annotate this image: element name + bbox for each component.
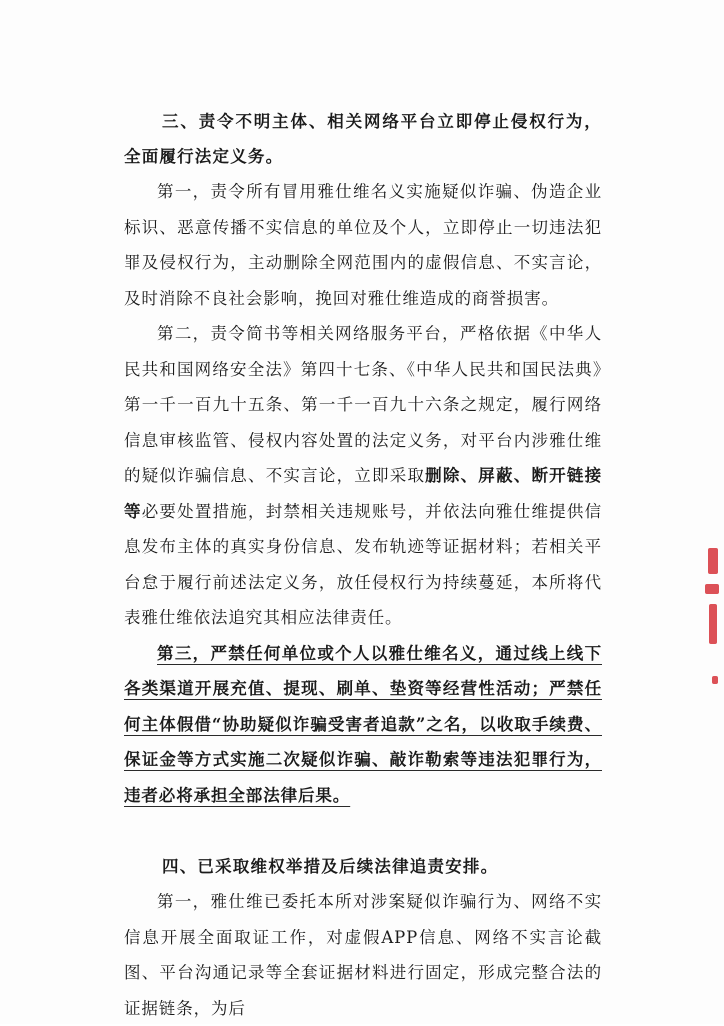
section-3-paragraph-3: 第三，严禁任何单位或个人以雅仕维名义，通过线上线下各类渠道开展充值、提现、刷单、垫资等经营性活动；严禁任何主体假借“协助疑似诈骗受害者追款”之名，以收取手续费、保证金等方式实施二次疑似诈骗、敲诈勒索等违法犯罪行为，违者必将承担全部法律后果。 bbox=[124, 643, 602, 805]
section-3-heading: 三、责令不明主体、相关网络平台立即停止侵权行为，全面履行法定义务。 bbox=[124, 112, 602, 166]
section-3-paragraph-2-start: 第二，责令简书等相关网络服务平台，严格依据《中华人民共和国网络安全法》第四十七条、《中华人民共和国民法典》第一千一百九十五条、第一千一百九十六条之规定，履行网络信息审核监管、侵权内容处置的法定义务，对平台内涉雅仕维的疑似诈骗信息、不实言论，立即采取 bbox=[124, 324, 602, 485]
section-4-heading: 四、已采取维权举措及后续法律追责安排。 bbox=[162, 857, 499, 876]
section-3-paragraph-1: 第一，责令所有冒用雅仕维名义实施疑似诈骗、伪造企业标识、恶意传播不实信息的单位及个人，立即停止一切违法犯罪及侵权行为，主动删除全网范围内的虚假信息、不实言论，及时消除不良社会影响，挽回对雅仕维造成的商誉损害。 bbox=[124, 182, 602, 308]
section-3-paragraph-2-emphasis: 删除、屏蔽、断开链接等 bbox=[124, 466, 602, 521]
section-spacer bbox=[124, 813, 602, 849]
seal-stamp-piece bbox=[705, 584, 719, 594]
seal-stamp-fragment bbox=[700, 548, 724, 698]
section-4-paragraph-1: 第一，雅仕维已委托本所对涉案疑似诈骗行为、网络不实信息开展全面取证工作，对虚假APP信息、网络不实言论截图、平台沟通记录等全套证据材料进行固定，形成完整合法的证据链条，为后 bbox=[124, 892, 602, 1018]
seal-stamp-piece bbox=[708, 548, 718, 574]
section-3-paragraph-2-end: 必要处置措施，封禁相关违规账号，并依法向雅仕维提供信息发布主体的真实身份信息、发布轨迹等证据材料；若相关平台怠于履行前述法定义务，放任侵权行为持续蔓延，本所将代表雅仕维依法追究其相应法律责任。 bbox=[124, 501, 602, 627]
section-3-paragraph-2 bbox=[124, 316, 602, 636]
seal-stamp-piece bbox=[712, 676, 718, 684]
document-body bbox=[124, 104, 602, 1026]
seal-stamp-piece bbox=[709, 604, 717, 644]
